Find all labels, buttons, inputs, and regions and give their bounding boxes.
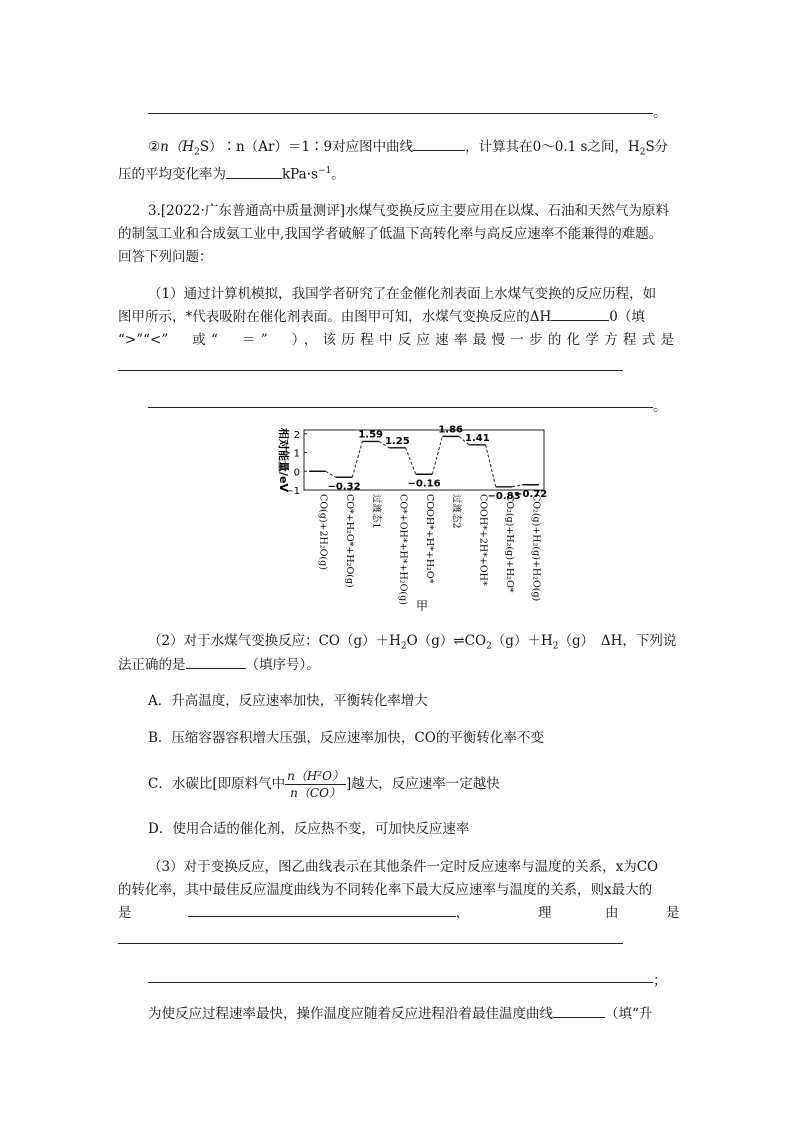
problem3-intro-2: 的制氢工业和合成氨工业中,我国学者破解了低温下高转化率与高反应速率不能兼得的难题。 (118, 226, 663, 242)
part3-line3: 是 ， 理 由 是 (118, 902, 674, 924)
category-label: CO*+H₂O*+H₂O(g) (344, 494, 355, 588)
data-label: 1.86 (438, 424, 464, 436)
answer-line (118, 943, 623, 944)
connector-line (352, 441, 362, 477)
category-label: CO(g)+2H₂O(g) (317, 494, 329, 570)
option-b: B．压缩容器容积增大压强，反应速率加快，CO的平衡转化率不变 (148, 730, 544, 746)
connector-line (486, 445, 496, 487)
problem3-intro-3: 回答下列问题： (118, 249, 213, 265)
category-label: 过渡态2 (450, 494, 462, 529)
part3-line1: （3）对于变换反应，图乙曲线表示在其他条件一定时反应速率与温度的关系，x为CO (148, 859, 659, 875)
y-axis-label: 相对能量/eV (277, 428, 290, 492)
semicolon: ； (653, 973, 667, 989)
period: 。 (653, 105, 667, 121)
answer-blank[interactable] (413, 136, 465, 151)
option-d: D．使用合适的催化剂，反应热不变，可加快反应速率 (148, 821, 470, 837)
chart-caption: 甲 (415, 599, 429, 613)
data-label: −0.32 (327, 481, 361, 493)
y-tick-label: −1 (285, 486, 300, 497)
answer-line (148, 407, 653, 408)
energy-profile-chart (268, 424, 558, 614)
part1-line1: （1）通过计算机模拟，我国学者研究了在金催化剂表面上水煤气变换的反应历程，如 (148, 286, 657, 302)
data-label: 1.59 (358, 429, 384, 441)
data-label: 1.25 (384, 435, 410, 447)
category-label: CO₂(g)+H₂(g)+H₂O* (504, 494, 515, 593)
connector-line (406, 448, 416, 474)
water-carbon-ratio-fraction: $\frac{\text{n（H²O）}}{n(CO)}$ (287, 769, 344, 800)
data-label: −0.72 (514, 488, 548, 500)
answer-line (148, 982, 653, 983)
answer-blank[interactable] (186, 654, 246, 669)
q2-line1: $②n(H_2S)∶n(Ar)=1∶9$对应图中曲线 ，计算其在0～0.1 s之间，$H_2S$分 (148, 136, 678, 164)
part1-line2: 图甲所示，*代表吸附在催化剂表面。由图甲可知，水煤气变换反应的ΔH 0（填 (118, 306, 676, 328)
period: 。 (653, 399, 667, 415)
problem3-intro-1: 3.[2022·广东普通高中质量测评]水煤气变换反应主要应用在以煤、石油和天然气为原料 (148, 203, 670, 219)
answer-blank[interactable] (551, 306, 609, 321)
category-label: 过渡态1 (370, 494, 382, 529)
answer-blank[interactable] (553, 1003, 605, 1018)
data-label: −0.83 (487, 490, 521, 502)
connector-line (326, 471, 336, 477)
category-label: COOH*+H*+H₂O* (424, 494, 435, 584)
part3-last-line: 为使反应过程速率最快，操作温度应随着反应进程沿着最佳温度曲线 （填“升 (148, 1003, 678, 1025)
y-tick-label: 2 (293, 429, 300, 441)
part2-line2: 法正确的是 （填序号）。 (118, 654, 676, 676)
answer-blank[interactable] (226, 164, 282, 179)
answer-line (118, 370, 623, 371)
data-label: 1.41 (464, 432, 490, 444)
option-a: A．升高温度，反应速率加快，平衡转化率增大 (148, 693, 428, 709)
connector-line (432, 436, 442, 474)
y-tick-label: 1 (293, 448, 300, 460)
option-c: C．水碳比[即原料气中 $\frac{\text{n（H²O）}}{n(CO)}$ ]越大，反应速率一定越快 (148, 769, 500, 800)
data-label: −0.16 (407, 478, 441, 490)
connector-line (512, 485, 522, 487)
answer-line (148, 113, 653, 114)
y-tick-label: 0 (293, 467, 300, 479)
part3-line2: 的转化率，其中最佳反应温度曲线为不同转化率下最大反应速率与温度的关系，则x最大的 (118, 882, 653, 898)
category-label: CO*+OH*+H*+H₂O(g) (397, 494, 409, 605)
answer-blank[interactable] (188, 902, 456, 917)
category-label: CO₂(g)+H₂(g)+H₂O(g) (530, 494, 542, 602)
q2-line2: 压的平均变化率为 $kPa\cdot s^{-1}$。 (118, 160, 676, 186)
part2-line1: （2）对于水煤气变换反应：$CO(g)+H_2O(g)\rightleftharpoons CO_2(g)+H_2(g)$ ΔH，下列说 (148, 633, 677, 652)
part1-line3: “>”“<” 或“ ＝” ），该历程中反应速率最慢一步的化学方程式是 (118, 332, 674, 348)
category-label: COOH*+2H*+OH* (477, 494, 489, 586)
